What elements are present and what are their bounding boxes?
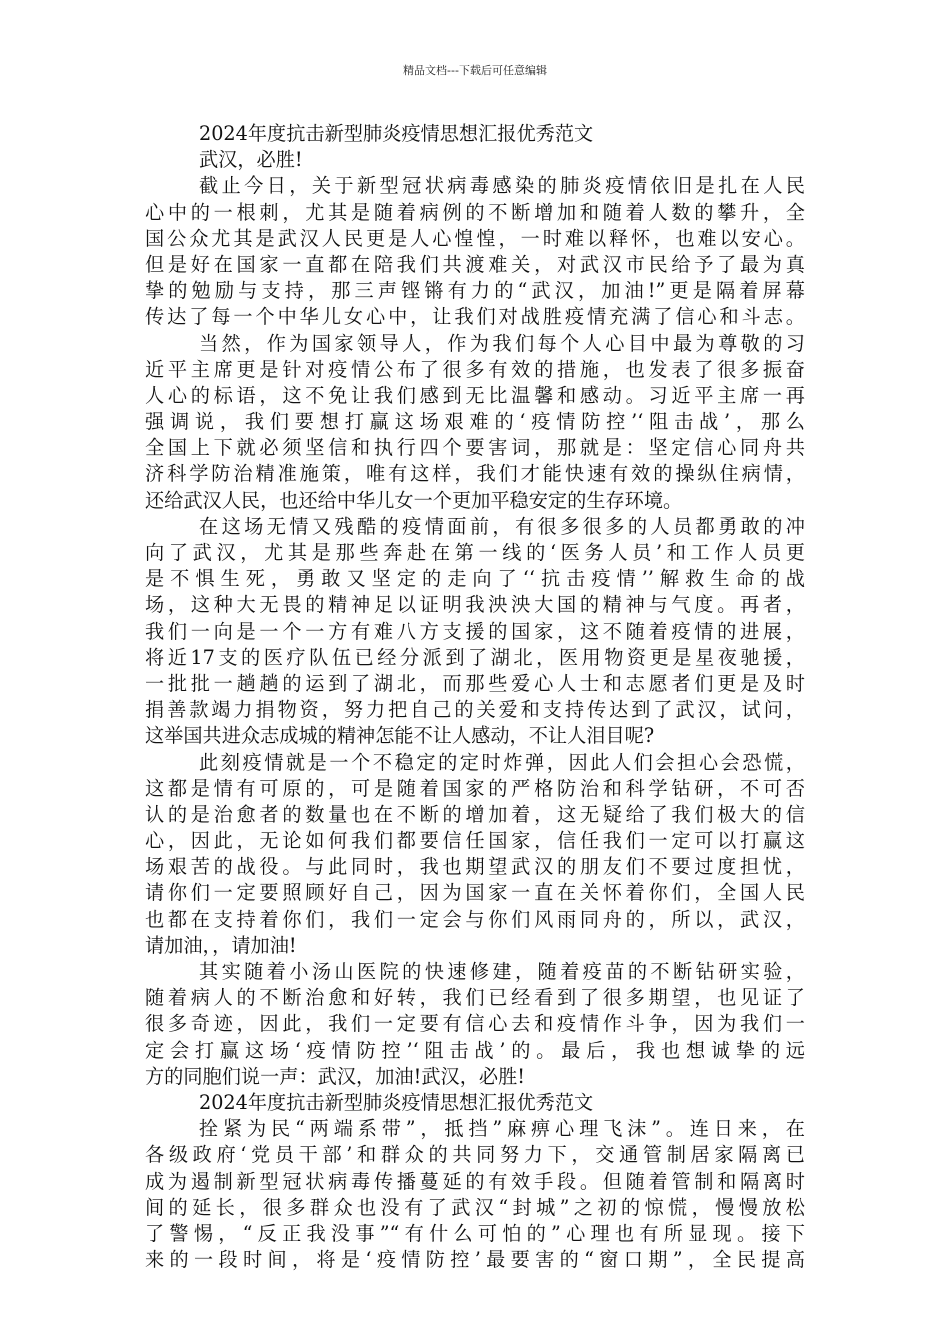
text-line: 了警惕，“反正我没事”“有什么可怕的”心理也有所显现。接下 (145, 1221, 805, 1245)
text-line: 很多奇迹，因此，我们一定要有信心去和疫情作斗争，因为我们一 (145, 1012, 805, 1036)
text-line: 随着病人的不断治愈和好转，我们已经看到了很多期望，也见证了 (145, 986, 805, 1010)
text-line: 场，这种大无畏的精神足以证明我泱泱大国的精神与气度。再者， (145, 593, 805, 617)
text-line: 也都在支持着你们，我们一定会与你们风雨同舟的，所以，武汉， (145, 907, 805, 931)
text-line: 国公众尤其是武汉人民更是人心惶惶，一时难以释怀，也难以安心。 (145, 226, 805, 250)
text-line: 还给武汉人民，也还给中华儿女一个更加平稳安定的生存环境。 (145, 488, 683, 512)
text-line: 拴紧为民“两端系带”，抵挡”麻痹心理飞沫”。连日来，在 (199, 1117, 805, 1141)
text-line: 这都是情有可原的，可是随着国家的严格防治和科学钻研，不可否 (145, 776, 805, 800)
document-heading-line: 2024年度抗击新型肺炎疫情思想汇报优秀范文 (199, 122, 594, 145)
text-line: 传达了每一个中华儿女心中，让我们对战胜疫情充满了信心和斗志。 (145, 305, 805, 329)
text-line: 这举国共进众志成城的精神怎能不让人感动，不让人泪目呢? (145, 724, 655, 748)
text-line: 人心的标语，这不免让我们感到无比温馨和感动。习近平主席一再 (145, 383, 805, 407)
text-line: 成为遏制新型冠状病毒传播蔓延的有效手段。但随着管制和隔离时 (145, 1169, 805, 1193)
text-line: 是不惧生死，勇敢又坚定的走向了‘‘抗击疫情’’解救生命的战 (145, 567, 805, 591)
text-line: 将近17支的医疗队伍已经分派到了湖北，医用物资更是星夜驰援， (145, 645, 805, 669)
text-line: 捐善款竭力捐物资，努力把自己的关爱和支持传达到了武汉，试问， (145, 698, 805, 722)
text-line: 济科学防治精准施策，唯有这样，我们才能快速有效的操纵住病情， (145, 462, 805, 486)
text-line: 请你们一定要照顾好自己，因为国家一直在关怀着你们，全国人民 (145, 881, 805, 905)
text-line: 间的延长，很多群众也没有了武汉“封城”之初的惊慌，慢慢放松 (145, 1195, 805, 1219)
text-line: 我们一向是一个一方有难八方支援的国家，这不随着疫情的进展， (145, 619, 805, 643)
text-line: 向了武汉，尤其是那些奔赴在第一线的‘医务人员’和工作人员更 (145, 541, 805, 564)
text-line: 强调说，我们要想打赢这场艰难的‘疫情防控’‘阻击战’，那么 (145, 410, 805, 434)
text-line: 在这场无情又残酷的疫情面前，有很多很多的人员都勇敢的冲 (199, 514, 805, 538)
text-line: 此刻疫情就是一个不稳定的定时炸弹，因此人们会担心会恐慌， (199, 750, 805, 774)
text-line: 近平主席更是针对疫情公布了很多有效的措施，也发表了很多振奋 (145, 357, 805, 381)
text-line: 但是好在国家一直都在陪我们共渡难关，对武汉市民给予了最为真 (145, 252, 805, 276)
document-body (145, 121, 805, 1273)
text-line: 场艰苦的战役。与此同时，我也期望武汉的朋友们不要过度担忧， (145, 855, 805, 879)
text-line: 武汉，必胜! (199, 148, 303, 172)
text-line: 心，因此，无论如何我们都要信任国家，信任我们一定可以打赢这 (145, 829, 805, 853)
text-line: 各级政府‘党员干部’和群众的共同努力下，交通管制居家隔离已 (145, 1143, 805, 1167)
text-line: 截止今日，关于新型冠状病毒感染的肺炎疫情依旧是扎在人民 (199, 174, 805, 198)
text-line: 来的一段时间，将是‘疫情防控’最要害的“窗口期”，全民提高 (145, 1248, 805, 1272)
document-heading-line: 2024年度抗击新型肺炎疫情思想汇报优秀范文 (199, 1090, 594, 1114)
text-line: 挚的勉励与支持，那三声铿锵有力的“武汉，加油!”更是隔着屏幕 (145, 279, 805, 303)
text-line: 方的同胞们说一声：武汉，加油!武汉，必胜! (145, 1064, 525, 1088)
text-line: 认的是治愈者的数量也在不断的增加着，这无疑给了我们极大的信 (145, 802, 805, 826)
text-line: 一批批一趟趟的运到了湖北，而那些爱心人士和志愿者们更是及时 (145, 671, 805, 695)
text-line: 心中的一根刺，尤其是随着病例的不断增加和随着人数的攀升，全 (145, 200, 805, 224)
text-line: 定会打赢这场‘疫情防控’‘阻击战’的。最后，我也想诚挚的远 (145, 1038, 805, 1062)
text-line: 全国上下就必须坚信和执行四个要害词，那就是：坚定信心同舟共 (145, 436, 805, 460)
text-line: 请加油，，请加油! (145, 933, 297, 957)
text-line: 其实随着小汤山医院的快速修建，随着疫苗的不断钻研实验， (199, 960, 805, 983)
text-line: 当然，作为国家领导人，作为我们每个人心目中最为尊敬的习 (199, 331, 805, 355)
page-header: 精品文档---下载后可任意编辑 (403, 64, 547, 77)
